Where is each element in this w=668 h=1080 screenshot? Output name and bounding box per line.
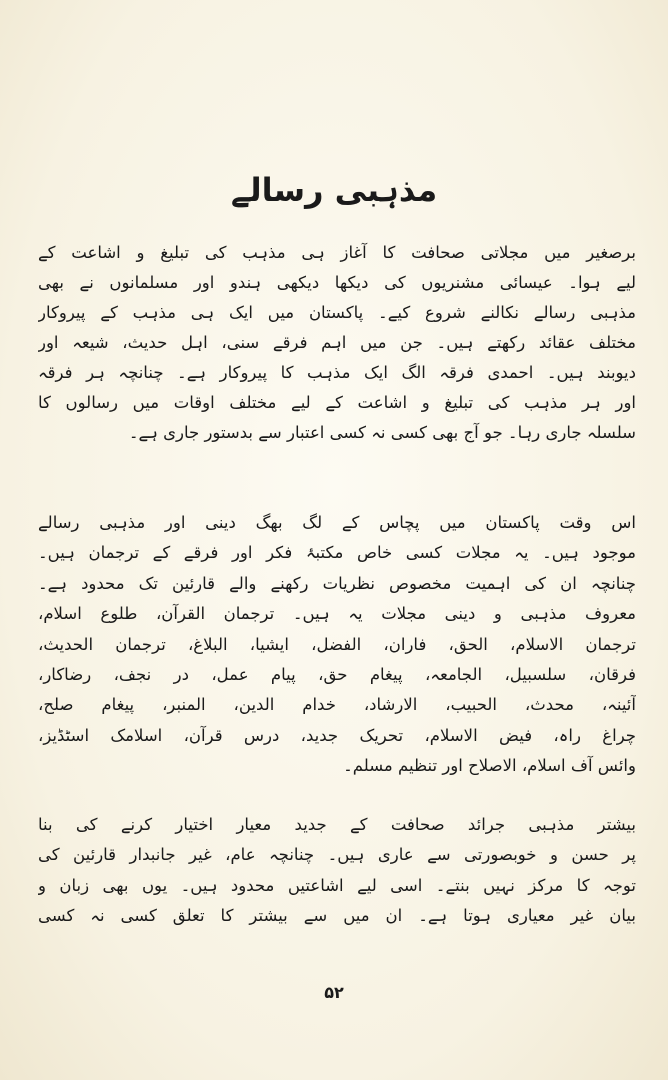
text-line: سلسلہ جاری رہا۔ جو آج بھی کسی نہ کسی اعتبار سے بدستور جاری ہے۔: [128, 423, 636, 442]
page-title: مذہبی رسالے: [230, 171, 438, 209]
text-line: مختلف عقائد رکھتے ہیں۔ جن میں اہم فرقے سنی، اہل حدیث، شیعہ اور: [38, 333, 636, 352]
text-line: پر حسن و خوبصورتی سے عاری ہیں۔ چنانچہ عام، غیر جانبدار قارئین کی: [38, 845, 636, 865]
text-line: توجہ کا مرکز نہیں بنتے۔ اسی لیے اشاعتیں محدود ہیں۔ یوں بھی زبان و: [38, 875, 636, 895]
text-line: فرقان، سلسبیل، الجامعہ، پیغام حق، پیام عمل، در نجف، رضاکار،: [38, 664, 636, 684]
text-line: چراغ راہ، فیض الاسلام، تحریک جدید، درس قرآن، اسلامک اسٹڈیز،: [38, 725, 636, 745]
text-line: مذہبی رسالے نکالنے شروع کیے۔ پاکستان میں ایک ہی مذہب کے پیروکار: [38, 303, 636, 322]
text-line: بیان غیر معیاری ہوتا ہے۔ ان میں سے بیشتر کا تعلق کسی نہ کسی: [38, 906, 636, 926]
paragraph-3: [38, 810, 636, 932]
text-line: بیشتر مذہبی جرائد صحافت کے جدید معیار اختیار کرنے کی بنا: [38, 815, 636, 834]
text-line: معروف مذہبی و دینی مجلات یہ ہیں۔ ترجمان القرآن، طلوع اسلام،: [38, 604, 636, 624]
paragraph-2: [38, 508, 636, 782]
text-line: اس وقت پاکستان میں پچاس کے لگ بھگ دینی اور مذہبی رسالے: [38, 513, 636, 532]
text-line: دیوبند ہیں۔ احمدی فرقہ الگ ایک مذہب کا پیروکار ہے۔ چنانچہ ہر فرقہ: [38, 363, 636, 382]
text-line: برصغیر میں مجلاتی صحافت کا آغاز ہی مذہب کی تبلیغ و اشاعت کے: [38, 243, 636, 262]
paragraph-1: [38, 238, 636, 448]
text-line: وائس آف اسلام، الاصلاح اور تنظیم مسلم۔: [343, 756, 636, 776]
text-line: چنانچہ ان کی اہمیت مخصوص نظریات رکھنے والے قارئین تک محدود ہے۔: [38, 573, 636, 593]
text-line: ترجمان الاسلام، الحق، فاران، الفضل، ایشیا، البلاغ، ترجمان الحدیث،: [38, 634, 636, 654]
text-line: موجود ہیں۔ یہ مجلات کسی خاص مکتبۂ فکر اور فرقے کے ترجمان ہیں۔: [38, 543, 636, 563]
page-number: ۵۲: [324, 983, 344, 1002]
text-line: لیے ہوا۔ عیسائی مشنریوں کی دیکھا دیکھی ہندو اور مسلمانوں نے بھی: [38, 273, 636, 292]
text-line: اور ہر مذہب کی تبلیغ و اشاعت کے لیے مختلف اوقات میں رسالوں کا: [38, 393, 636, 412]
text-line: آئینہ، محدث، الحبیب، الارشاد، خدام الدین، المنبر، پیغام صلح،: [38, 695, 636, 715]
